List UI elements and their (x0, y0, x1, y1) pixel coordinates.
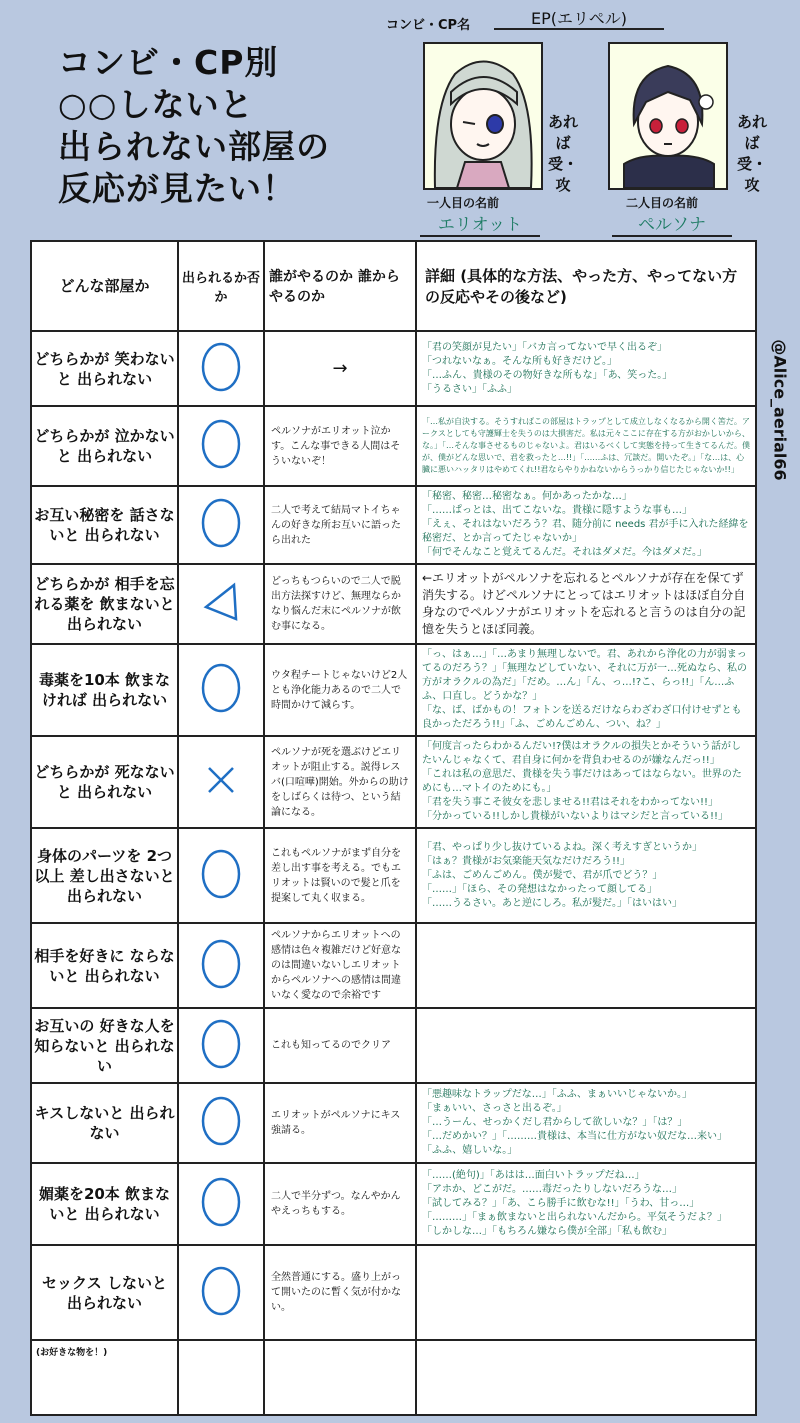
room-cell: どちらかが 相手を忘れる薬を 飲まないと 出られない (31, 564, 178, 644)
circle-mark-icon (196, 1173, 246, 1231)
exit-mark-cell (178, 406, 264, 486)
name-label-char2: 二人目の名前 (626, 196, 699, 210)
room-cell: お互いの 好きな人を 知らないと 出られない (31, 1008, 178, 1083)
detail-cell (416, 644, 756, 736)
detail-cell (416, 406, 756, 486)
exit-mark-cell (178, 331, 264, 406)
cross-mark-icon (201, 760, 241, 800)
detail-line: 「うるさい」「ふふ」 (422, 383, 517, 395)
room-cell: (お好きな物を！) (31, 1340, 178, 1415)
who-cell: ペルソナからエリオットへの感情は色々複雑だけど好意なのは間違いないしエリオットからペルソナへの感情は間違いなく愛なので余裕です (264, 923, 416, 1008)
table-row (31, 736, 756, 828)
name-char1: エリオット (420, 210, 540, 237)
circle-mark-icon (196, 494, 246, 552)
who-cell: どっちもつらいので二人で脱出方法探すけど、無理ならかなり悩んだ末にペルソナが飲む事になる。 (264, 564, 416, 644)
detail-line: 「……うるさい。あと逆にしろ。私が髪だ。」「はいはい」 (422, 897, 682, 909)
title-line: コンビ・CP別 (58, 43, 279, 82)
who-cell: 全然普通にする。盛り上がって開いたのに暫く気が付かない。 (264, 1245, 416, 1340)
room-cell: お互い秘密を 話さないと 出られない (31, 486, 178, 564)
room-cell: どちらかが 泣かないと 出られない (31, 406, 178, 486)
detail-line: 「しかしな…」「もちろん嫌なら僕が全部」「私も飲む」 (422, 1226, 672, 1237)
exit-mark-cell (178, 1245, 264, 1340)
exit-mark-cell (178, 564, 264, 644)
circle-mark-icon (196, 1015, 246, 1073)
detail-cell (416, 1008, 756, 1083)
detail-cell (416, 923, 756, 1008)
exit-mark-cell (178, 1083, 264, 1163)
triangle-mark-icon (196, 577, 246, 627)
table-row (31, 406, 756, 486)
table-row (31, 1008, 756, 1083)
detail-line: 「な、ば、ばかもの！フォトンを送るだけならわざわざ口付けせずとも良かっただろう!!」「ふ、ごめんごめん、つい、ね？」 (422, 705, 742, 730)
exit-mark-cell (178, 644, 264, 736)
watermark (768, 320, 792, 500)
circle-mark-icon (196, 338, 246, 396)
cp-label: コンビ・CP名 (386, 18, 471, 33)
title-line: 反応が見たい！ (58, 169, 296, 208)
detail-cell (416, 564, 756, 644)
exit-mark-cell (178, 486, 264, 564)
title-line: ○○しないと (58, 85, 254, 124)
character-illustration-icon (610, 44, 726, 188)
table-row (31, 1163, 756, 1245)
who-cell: ウタ程チートじゃないけど2人とも浄化能力あるので二人で時間かけて減らす。 (264, 644, 416, 736)
detail-line: 「ふは、ごめんごめん。僕が髪で、君が爪でどう？」 (422, 869, 663, 881)
exit-mark-cell (178, 1163, 264, 1245)
detail-line: 「何度言ったらわかるんだい!?僕はオラクルの損失とかそういう話がしたいんじゃなくて、君自身に何かを背負わせるのが嫌なんだっ!!」 (422, 741, 742, 766)
table-row (31, 1340, 756, 1415)
name-label-char1: 一人目の名前 (427, 196, 500, 210)
exit-mark-cell (178, 736, 264, 828)
detail-cell (416, 1245, 756, 1340)
detail-line: 「これは私の意思だ、貴様を失う事だけはあってはならない。世界のためにも…マトイのためにも。」 (422, 769, 742, 794)
circle-mark-icon (196, 415, 246, 473)
detail-line: 「………」「まぁ飲まないと出られないんだから。平気そうだよ？」 (422, 1212, 727, 1223)
table-row (31, 828, 756, 923)
detail-line: 「つれないなぁ。そんな所も好きだけど。」 (422, 355, 617, 367)
circle-mark-icon (196, 1262, 246, 1320)
who-cell: 二人で考えて結局マトイちゃんの好きな所お互いに語ったら出れた (264, 486, 416, 564)
room-cell: どちらかが 笑わないと 出られない (31, 331, 178, 406)
detail-line: 「……」「ほら、その発想はなかったって顔してる」 (422, 883, 657, 895)
portrait-char1 (423, 42, 543, 190)
room-cell: キスしないと 出られない (31, 1083, 178, 1163)
detail-line: 「何でそんなこと覚えてるんだ。それはダメだ。今はダメだ。」 (422, 547, 707, 558)
room-cell: 相手を好きに ならないと 出られない (31, 923, 178, 1008)
who-cell: エリオットがペルソナにキス強請る。 (264, 1083, 416, 1163)
table-row (31, 1245, 756, 1340)
room-cell: 身体のパーツを 2つ以上 差し出さないと 出られない (31, 828, 178, 923)
exit-mark-cell (178, 1008, 264, 1083)
detail-line: 「秘密、秘密…秘密なぁ。何かあったかな…」 (422, 491, 632, 502)
detail-cell (416, 331, 756, 406)
room-cell: 媚薬を20本 飲まないと 出られない (31, 1163, 178, 1245)
detail-cell (416, 736, 756, 828)
who-cell: これも知ってるのでクリア (264, 1008, 416, 1083)
room-cell: 毒薬を10本 飲まなければ 出られない (31, 644, 178, 736)
header-detail: 詳細 (具体的な方法、やった方、やってない方の反応やその後など) (416, 241, 756, 331)
table-row (31, 331, 756, 406)
side-note-char2: あれば 受・攻 (736, 113, 767, 194)
detail-line: 「悪趣味なトラップだな…」「ふふ、まぁいいじゃないか。」 (422, 1089, 692, 1100)
detail-line: 「君の笑顔が見たい」「バカ言ってないで早く出るぞ」 (422, 341, 667, 353)
exit-mark-cell (178, 923, 264, 1008)
exit-mark-cell (178, 828, 264, 923)
table-row (31, 564, 756, 644)
detail-cell (416, 1083, 756, 1163)
room-table (30, 240, 757, 1416)
side-note-char1: あれば 受・攻 (547, 113, 578, 194)
detail-line: 「…私が自決する。そうすればこの部屋はトラップとして成立しなくなるから開く筈だ。アークスとしても守護輝士を失うのは大損害だ。私は元々ここに存在する方がおかしいから、な。」「…そんな事させるものじゃないよ。君はいるべくして実態を持って生きてるんだ。僕が、僕がどんな思いで、君を救ったと…!!」「……ふは、冗談だ。開いたぞ。」「な…は、心臓に悪いハッタリはやめてくれ!!君ならやりかねないからうっかり信じたじゃないか!!」 (422, 417, 750, 474)
detail-cell (416, 1340, 756, 1415)
detail-line: 「えぇ、それはないだろう？君、随分前に needs 君が手に入れた経緯を秘密だ、とか言ってたじゃないか」 (422, 519, 749, 544)
circle-mark-icon (196, 935, 246, 993)
who-cell: 二人で半分ずつ。なんやかんやえっちもする。 (264, 1163, 416, 1245)
detail-cell (416, 828, 756, 923)
circle-mark-icon (196, 845, 246, 903)
watermark-text: @Alice_aerial66 (770, 339, 790, 481)
title-line: 出られない部屋の (58, 127, 330, 166)
table-header-row (31, 241, 756, 331)
detail-line: ←エリオットがペルソナを忘れるとペルソナが存在を保てず消失する。けどペルソナにとってはエリオットはほぼ自分自身なのでペルソナがエリオットを忘れると言うのは自分の記憶を失うとほぼ同義。 (422, 571, 746, 636)
who-cell: これもペルソナがまず自分を差し出す事を考える。でもエリオットは賢いので髪と爪を提案して丸く収まる。 (264, 828, 416, 923)
who-cell: → (264, 331, 416, 406)
detail-line: 「分かっている!!しかし貴様がいないよりはマシだと言っている!!」 (422, 811, 729, 822)
detail-line: 「試してみる？」「あ、こら勝手に飲むな!!」「うわ、甘っ…」 (422, 1198, 700, 1209)
header-room: どんな部屋か (31, 241, 178, 331)
circle-mark-icon (196, 659, 246, 717)
name-char2: ペルソナ (612, 210, 732, 237)
detail-line: 「……ぱっとは、出てこないな。貴様に隠すような事も…」 (422, 505, 692, 516)
detail-line: 「…うーん、せっかくだし君からして欲しいな？」「は？」 (422, 1117, 688, 1128)
circle-mark-icon (196, 1092, 246, 1150)
detail-line: 「…ふん、貴様のその物好きな所もな」「あ、笑った。」 (422, 369, 673, 381)
detail-line: 「はぁ？貴様がお気楽能天気なだけだろう!!」 (422, 855, 631, 867)
who-cell (264, 1340, 416, 1415)
header-who: 誰がやるのか 誰からやるのか (264, 241, 416, 331)
detail-line: 「君を失う事こそ彼女を悲しませる!!君はそれをわかってない!!」 (422, 797, 719, 808)
detail-line: 「アホか、どこがだ。……毒だったりしないだろうな…」 (422, 1184, 682, 1195)
who-cell: ペルソナがエリオット泣かす。こんな事できる人間はそういないぞ！ (264, 406, 416, 486)
exit-mark-cell (178, 1340, 264, 1415)
table-row (31, 644, 756, 736)
room-cell: どちらかが 死なないと 出られない (31, 736, 178, 828)
table-body (31, 331, 756, 1415)
detail-line: 「……(絶句)」「あはは…面白いトラップだね…」 (422, 1170, 645, 1181)
character-illustration-icon (425, 44, 541, 188)
detail-line: 「…だめかい？」「………貴様は、本当に仕方がない奴だな…来い」 (422, 1131, 727, 1142)
table-row (31, 923, 756, 1008)
table-row (31, 1083, 756, 1163)
header-exit: 出られるか否か (178, 241, 264, 331)
detail-line: 「まぁいい、さっさと出るぞ。」 (422, 1103, 567, 1114)
who-cell: ペルソナが死を選ぶけどエリオットが阻止する。説得レスバ(口喧嘩)開始。外からの助けをしばらくは待つ、という結論になる。 (264, 736, 416, 828)
table-row (31, 486, 756, 564)
detail-cell (416, 1163, 756, 1245)
cp-name: EP(エリペル) (494, 6, 664, 30)
detail-line: 「君、やっぱり少し抜けているよね。深く考えすぎというか」 (422, 841, 702, 853)
detail-cell (416, 486, 756, 564)
detail-line: 「っ、はぁ…」「…あまり無理しないで。君、あれから浄化の力が弱まってるのだろう？」「無理などしていない、それに万が一…死ぬなら、私の方がオラクルの為だ」「だめ。…ん」「ん、っ…!?こ、らっ!!」「ん…ふふ、口直し。どうかな？」 (422, 649, 747, 702)
portrait-char2 (608, 42, 728, 190)
page-title (58, 42, 388, 210)
room-cell: セックス しないと 出られない (31, 1245, 178, 1340)
detail-line: 「ふふ、嬉しいな。」 (422, 1145, 518, 1156)
